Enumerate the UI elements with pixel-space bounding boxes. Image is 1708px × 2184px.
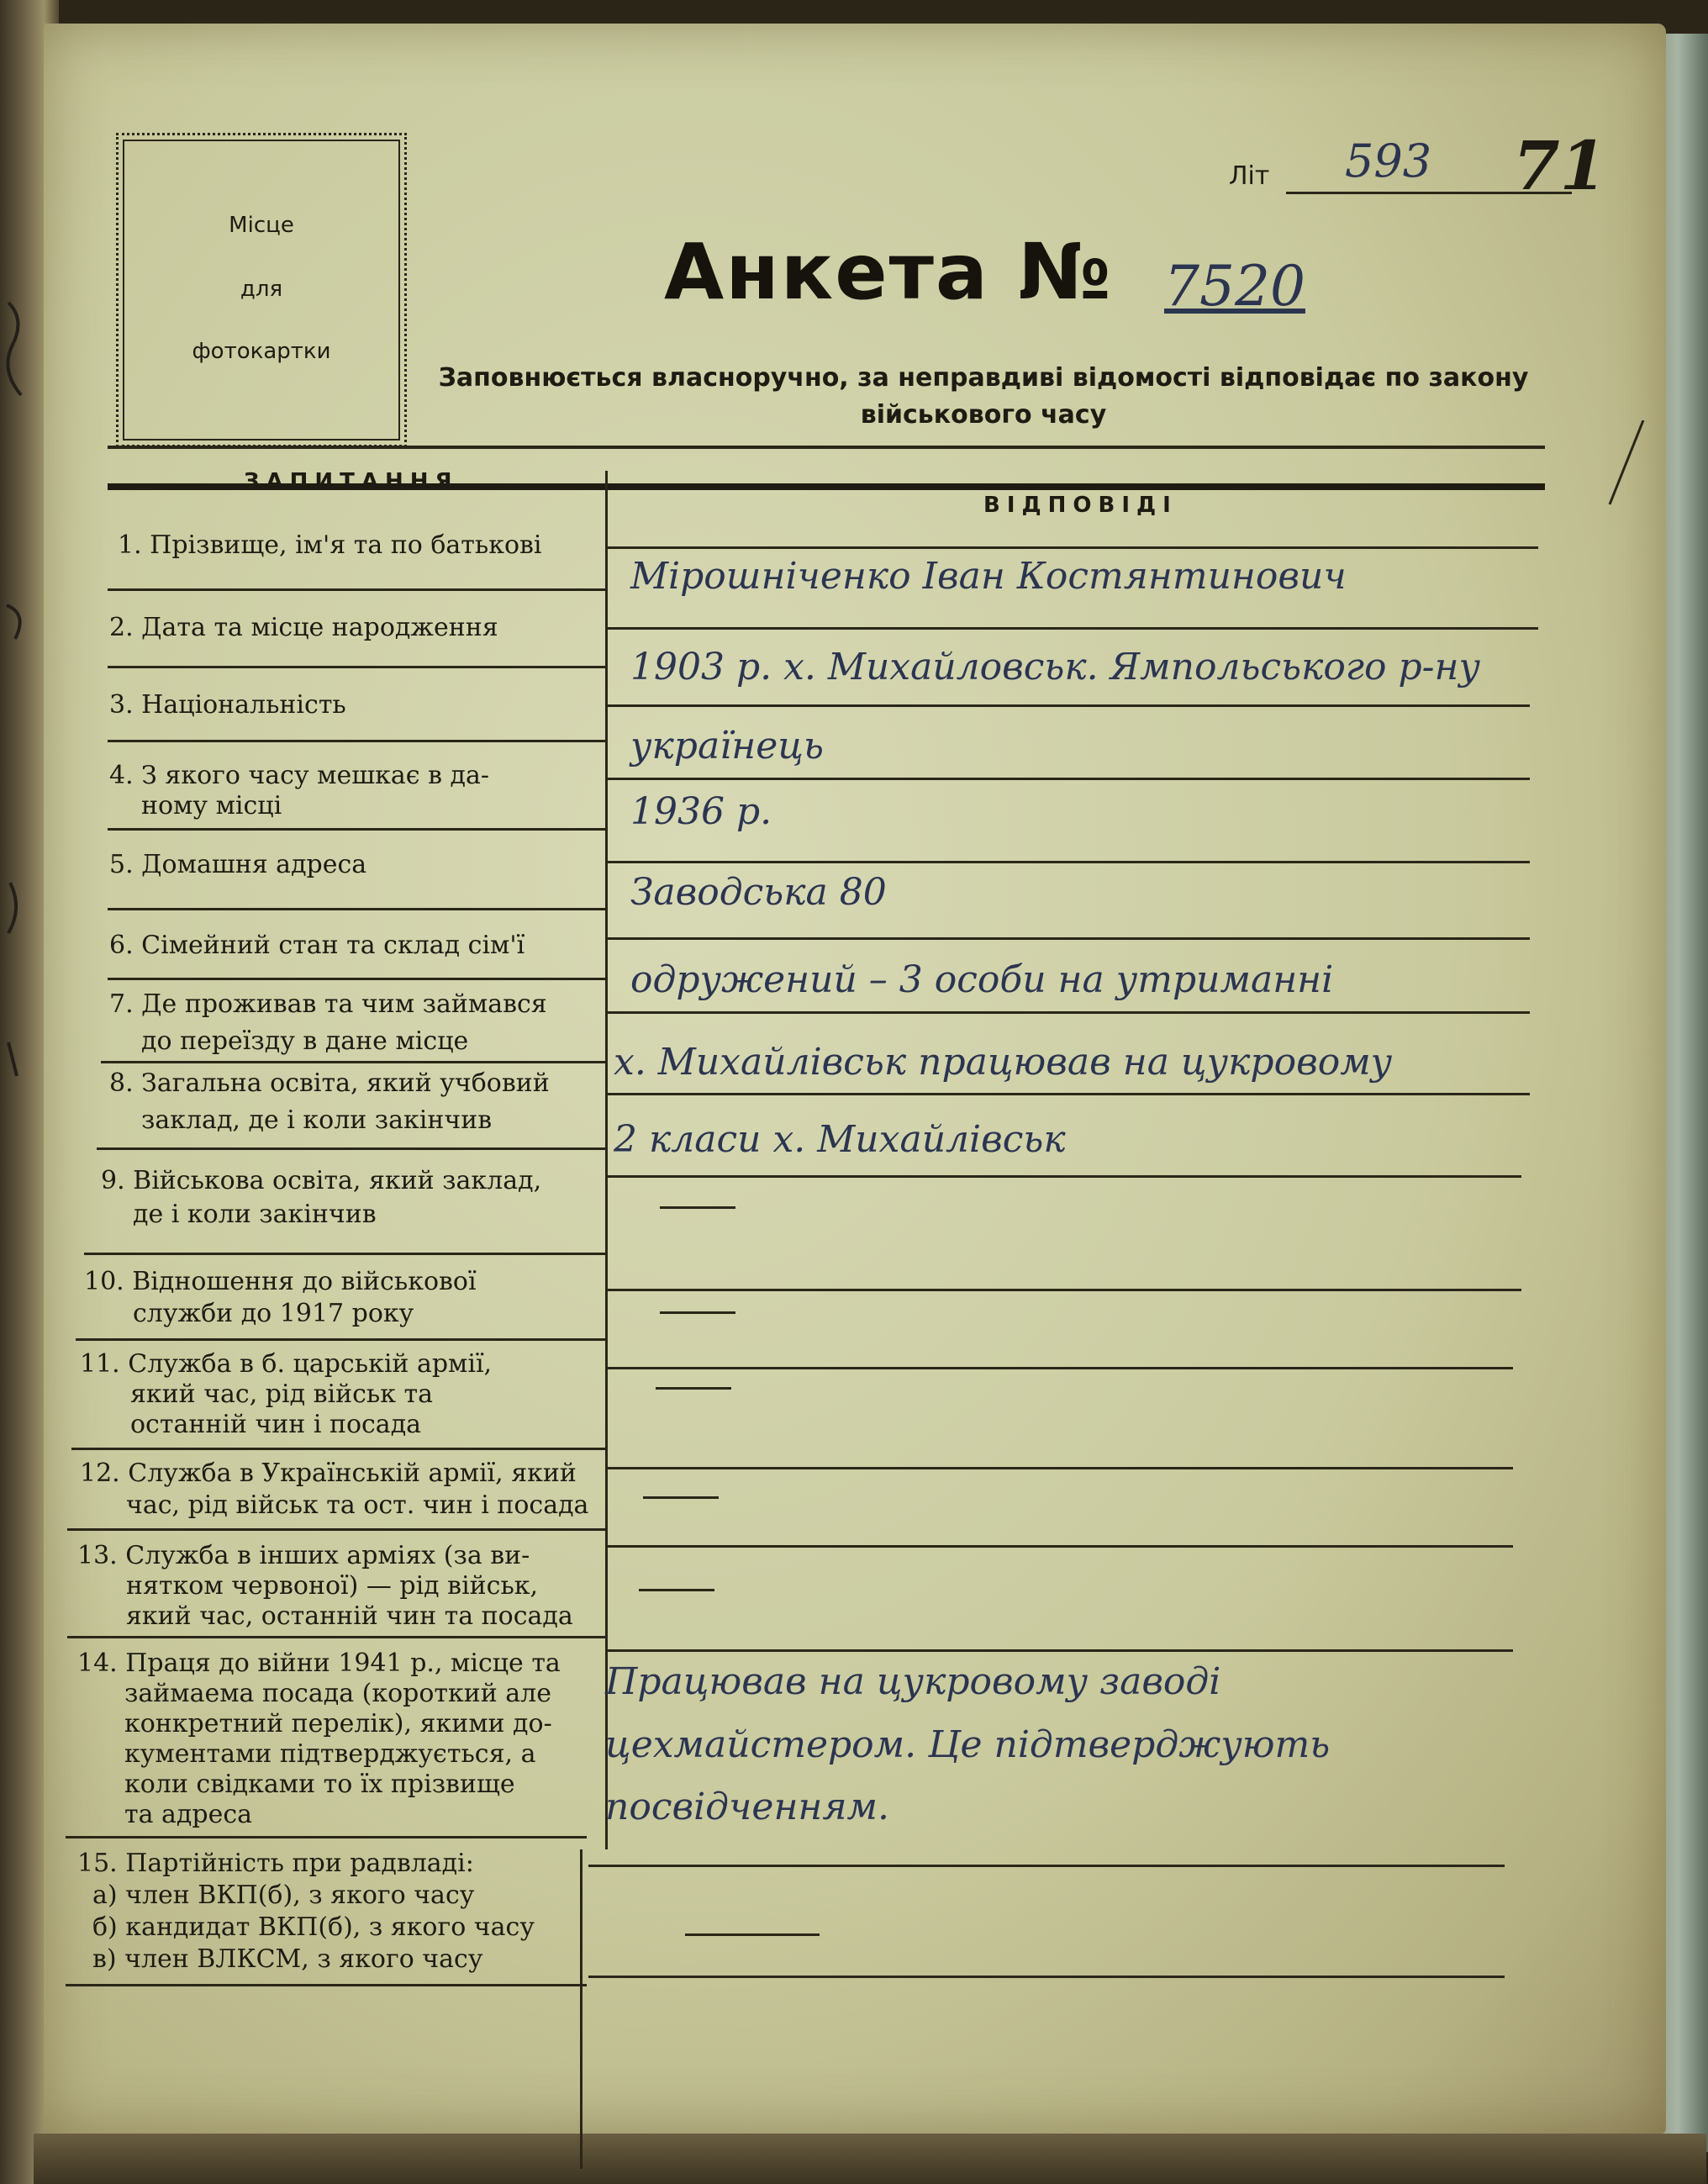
question-14-line2: займаема посада (короткий але [124,1679,551,1708]
question-8-line1: 8. Загальна освіта, який учбовий [109,1068,550,1098]
row-separator [67,1636,605,1638]
answer-line [605,1289,1521,1291]
answer-10-dash [660,1311,735,1314]
question-6: 6. Сімейний стан та склад сім'ї [109,931,525,960]
questions-column-header: ЗАПИТАННЯ [244,469,459,494]
answer-11-dash [656,1387,731,1390]
lit-label: Літ [1229,161,1270,191]
question-14-line4: кументами підтверджується, а [124,1739,536,1769]
question-8-line2: заклад, де і коли закінчив [141,1105,493,1135]
question-11-line1: 11. Служба в б. царській армії, [80,1349,493,1379]
row-separator [108,828,605,831]
question-1: 1. Прізвище, ім'я та по батькові [118,530,542,560]
question-3: 3. Національність [109,690,346,720]
answer-line [605,861,1530,863]
answer-13-dash [639,1589,714,1591]
photo-label-line2: для [240,277,283,302]
pencil-mark [1601,420,1652,513]
question-13-line1: 13. Служба в інших арміях (за ви- [77,1541,530,1570]
lit-handwritten-number: 71 [1513,126,1607,205]
question-14-line1: 14. Праця до війни 1941 р., місце та [77,1649,561,1678]
row-separator [67,1528,605,1531]
header-rule [108,446,1545,449]
question-10-line1: 10. Відношення до військової [84,1267,477,1296]
question-14-line3: конкретний перелік), якими до- [124,1709,552,1738]
photo-placeholder [116,133,407,447]
column-divider-lower [580,1849,583,2169]
row-separator [108,740,605,742]
answer-line [605,546,1538,549]
question-9-line1: 9. Військова освіта, який заклад, [101,1166,542,1195]
photo-label-line1: Місце [229,213,294,238]
question-11-line3: останній чин і посада [130,1410,422,1439]
question-12-line1: 12. Служба в Українській армії, який [80,1459,577,1488]
answer-line [605,1367,1513,1369]
question-13-line3: який час, останній чин та посада [126,1601,573,1631]
question-5: 5. Домашня адреса [109,850,367,879]
answer-9-dash [660,1206,735,1209]
lit-number: 593 [1345,135,1432,187]
question-14-line6: та адреса [124,1800,253,1829]
question-15-line4: в) член ВЛКСМ, з якого часу [92,1944,483,1974]
answer-line [605,778,1530,780]
answer-12-dash [643,1496,719,1499]
answer-8: 2 класи х. Михайлівськ [614,1118,1066,1161]
question-4-line2: ному місці [141,791,282,820]
answer-15-dash [685,1933,820,1936]
row-separator [108,666,605,668]
question-15-line3: б) кандидат ВКП(б), з якого часу [92,1912,535,1942]
question-2: 2. Дата та місце народження [109,613,498,642]
answer-1: Мірошніченко Іван Костянтинович [630,555,1347,598]
answers-column-header: ВІДПОВІДІ [983,493,1178,518]
answer-14-line1: Працював на цукровому заводі [605,1660,1221,1703]
form-number: 7520 [1164,254,1305,319]
row-separator [71,1448,605,1450]
row-separator [108,908,605,910]
answer-line [605,704,1530,707]
question-12-line2: час, рід військ та ост. чин і посада [126,1490,589,1520]
question-4-line1: 4. З якого часу мешкає в да- [109,761,490,790]
answer-5: Заводська 80 [630,871,887,914]
row-separator [101,1061,605,1063]
answer-14-line3: посвідченням. [605,1786,890,1828]
question-14-line5: коли свідками то їх прізвище [124,1770,515,1799]
column-divider [605,471,608,1849]
question-9-line2: де і коли закінчив [133,1200,377,1229]
question-11-line2: який час, рід військ та [130,1380,433,1409]
book-bottom-edge [34,2134,1706,2184]
column-header-rule [108,483,1545,490]
answer-6: одружений – 3 особи на утриманні [630,958,1334,1001]
question-7-line1: 7. Де проживав та чим займався [109,989,547,1019]
answer-14-line2: цехмайстером. Це підтверджують [605,1723,1331,1766]
row-separator [97,1147,605,1150]
row-separator [66,1984,587,1986]
answer-3: українець [630,725,824,768]
answer-line [588,1976,1505,1978]
row-separator [108,588,605,591]
answer-2: 1903 р. х. Михайловськ. Ямпольського р-ну [630,646,1481,688]
row-separator [108,978,605,980]
question-7-line2: до переїзду в дане місце [141,1026,469,1056]
answer-line [605,1175,1521,1178]
answer-line [605,1011,1530,1014]
question-15-line1: 15. Партійність при радвладі: [77,1849,474,1878]
row-separator [66,1836,587,1838]
answer-4: 1936 р. [630,790,772,833]
row-separator [76,1338,605,1341]
question-13-line2: нятком червоної) — рід військ, [126,1571,539,1601]
question-15-line2: а) член ВКП(б), з якого часу [92,1881,475,1910]
answer-line [605,1093,1530,1095]
answer-line [605,937,1530,940]
form-title: Анкета № [664,227,1113,317]
row-separator [84,1253,605,1255]
photo-label-line3: фотокартки [192,339,331,364]
answer-line [605,1545,1513,1548]
question-10-line2: служби до 1917 року [133,1299,414,1328]
answer-7: х. Михайлівськ працював на цукровому [614,1041,1393,1084]
answer-line [605,1467,1513,1469]
answer-line [588,1865,1505,1867]
form-subtitle: Заповнюється власноручно, за неправдиві відомості відповідає по закону військового часу [438,363,1529,430]
answer-line [605,627,1538,630]
answer-line [605,1649,1513,1652]
